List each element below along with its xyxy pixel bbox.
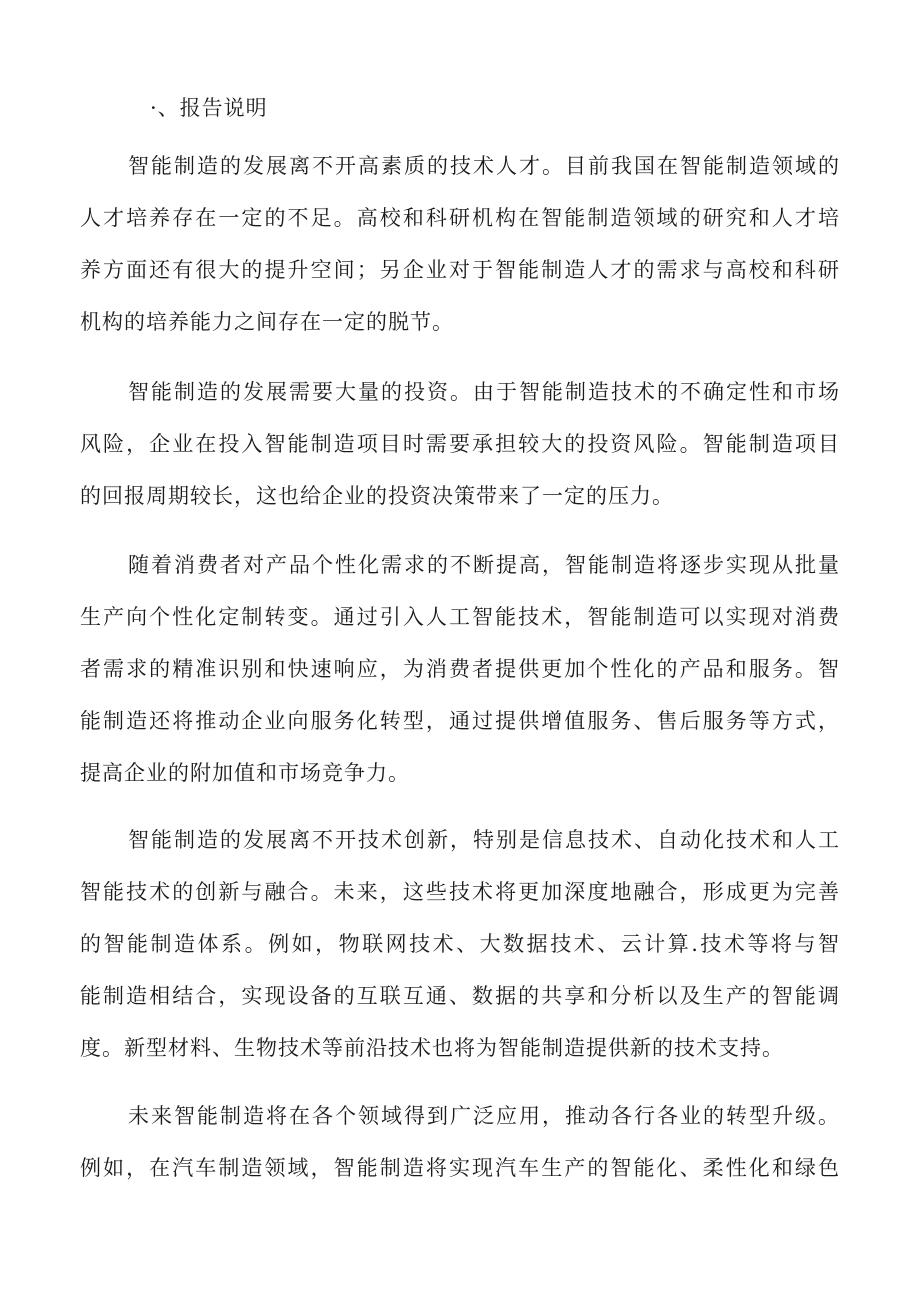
paragraph-talent [80,140,840,348]
paragraph-line: 人才培养存在一定的不足。高校和科研机构在智能制造领域的研究和人才培 [80,206,840,230]
paragraph-innovation [80,814,840,1074]
section-heading: ·、报告说明 [150,96,268,120]
paragraph-line: 养方面还有很大的提升空间；另企业对于智能制造人才的需求与高校和科研 [80,258,840,282]
paragraph-line: 生产向个性化定制转变。通过引入人工智能技术，智能制造可以实现对消费 [80,605,840,629]
paragraph-line: 风险，企业在投入智能制造项目时需要承担较大的投资风险。智能制造项目 [80,432,840,456]
paragraph-line: 智能制造的发展离不开高素质的技术人才。目前我国在智能制造领域的 [128,154,840,178]
paragraph-line: 能制造还将推动企业向服务化转型，通过提供增值服务、售后服务等方式， [80,709,840,733]
paragraph-line: 智能制造的发展离不开技术创新，特别是信息技术、自动化技术和人工 [128,828,840,852]
paragraph-line: 提高企业的附加值和市场竞争力。 [80,761,410,785]
paragraph-line: 机构的培养能力之间存在一定的脱节。 [80,310,454,334]
paragraph-line: 智能技术的创新与融合。未来，这些技术将更加深度地融合，形成更为完善 [80,880,840,904]
paragraph-line: 能制造相结合，实现设备的互联互通、数据的共享和分析以及生产的智能调 [80,984,840,1008]
paragraph-line: 者需求的精准识别和快速响应，为消费者提供更加个性化的产品和服务。智 [80,657,840,681]
paragraph-line: 的回报周期较长，这也给企业的投资决策带来了一定的压力。 [80,484,674,508]
paragraph-line: 智能制造的发展需要大量的投资。由于智能制造技术的不确定性和市场 [128,380,840,404]
paragraph-line: 例如，在汽车制造领域，智能制造将实现汽车生产的智能化、柔性化和绿色 [80,1156,840,1180]
paragraph-line: 的智能制造体系。例如，物联网技术、大数据技术、云计算.技术等将与智 [80,932,840,956]
paragraph-line: 随着消费者对产品个性化需求的不断提高，智能制造将逐步实现从批量 [128,553,840,577]
paragraph-investment [80,366,840,522]
paragraph-line: 度。新型材料、生物技术等前沿技术也将为智能制造提供新的技术支持。 [80,1036,784,1060]
paragraph-personalization [80,539,840,799]
paragraph-line: 未来智能制造将在各个领域得到广泛应用，推动各行各业的转型升级。 [128,1104,840,1128]
paragraph-application [80,1090,840,1194]
